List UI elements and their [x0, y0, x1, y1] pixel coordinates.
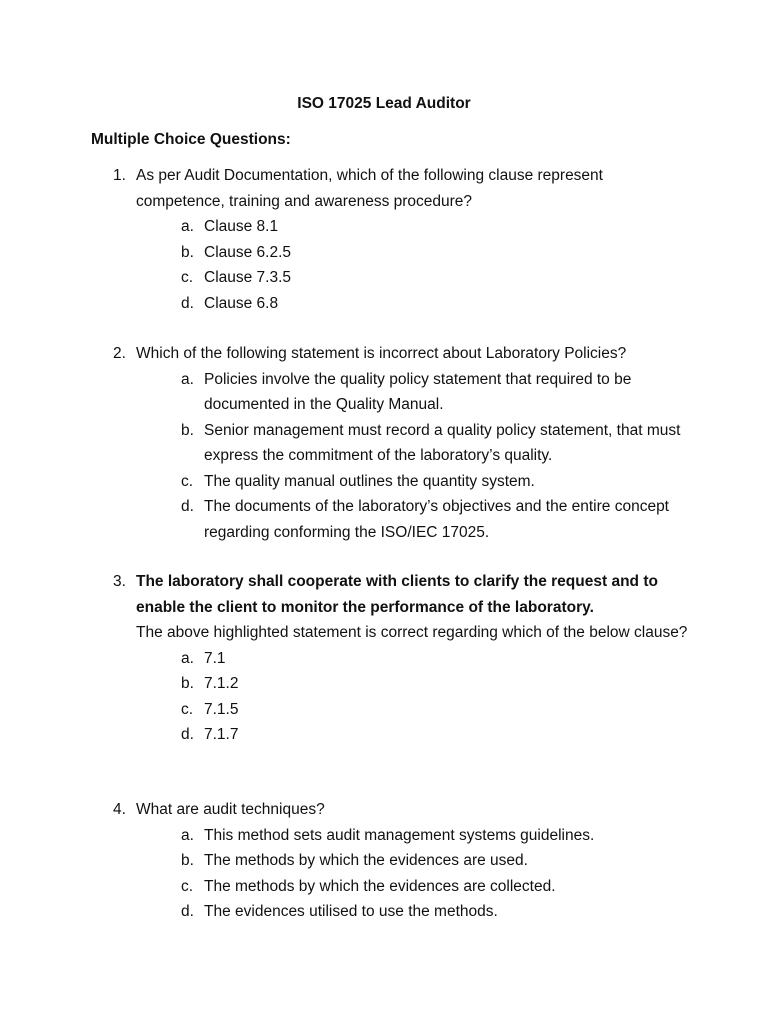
answer-option: [181, 848, 693, 874]
document-title: ISO 17025 Lead Auditor: [297, 95, 471, 112]
option-letter: d.: [181, 294, 194, 312]
option-letter: b.: [181, 675, 194, 692]
question-body: [136, 341, 693, 545]
question-2: [113, 341, 693, 545]
option-text: Clause 6.2.5: [204, 243, 292, 261]
option-letter: d.: [181, 498, 194, 515]
question-body: [136, 569, 693, 748]
question-4: [113, 797, 693, 925]
option-letter: a.: [181, 370, 194, 388]
answer-option: [181, 722, 693, 748]
answer-option: [181, 494, 693, 545]
question-3: [113, 569, 693, 748]
answer-options: [136, 646, 693, 748]
option-text: The methods by which the evidences are used.: [204, 852, 528, 869]
option-letter: a.: [181, 649, 194, 667]
question-body: [136, 163, 693, 316]
section-heading: Multiple Choice Questions:: [91, 131, 291, 148]
answer-options: [136, 823, 693, 925]
answer-options: [136, 367, 693, 546]
option-letter: b.: [181, 421, 194, 439]
answer-options: [136, 214, 693, 316]
option-text: 7.1.5: [204, 700, 239, 718]
option-text: The quality manual outlines the quantity system.: [204, 472, 535, 490]
question-text: As per Audit Documentation, which of the following clause represent competence, training and awareness procedure?: [136, 167, 603, 210]
answer-option: [181, 214, 693, 240]
option-text: The evidences utilised to use the methods.: [204, 903, 498, 920]
answer-option: [181, 265, 693, 291]
option-text: The documents of the laboratory’s objectives and the entire concept regarding conforming the ISO/IEC 17025.: [204, 498, 669, 541]
answer-option: [181, 899, 693, 925]
option-text: 7.1.2: [204, 675, 239, 692]
option-text: Clause 8.1: [204, 218, 279, 235]
answer-option: [181, 646, 693, 672]
answer-option: [181, 291, 693, 317]
answer-option: [181, 469, 693, 495]
option-letter: a.: [181, 826, 194, 844]
option-text: Clause 7.3.5: [204, 269, 292, 286]
answer-option: [181, 671, 693, 697]
option-letter: d.: [181, 726, 194, 743]
highlighted-statement: The laboratory shall cooperate with clients to clarify the request and to enable the client to monitor the performance of the laboratory.: [136, 573, 658, 616]
question-text: The above highlighted statement is correct regarding which of the below clause?: [136, 624, 688, 641]
question-number: 4.: [113, 801, 126, 818]
answer-option: [181, 823, 693, 849]
option-letter: c.: [181, 877, 194, 895]
answer-option: [181, 367, 693, 418]
question-text: What are audit techniques?: [136, 801, 325, 818]
question-body: [136, 797, 693, 925]
option-text: This method sets audit management systems guidelines.: [204, 826, 595, 844]
question-text: Which of the following statement is incorrect about Laboratory Policies?: [136, 345, 627, 362]
question-number: 1.: [113, 167, 126, 184]
option-letter: d.: [181, 903, 194, 920]
question-number: 3.: [113, 573, 126, 590]
answer-option: [181, 418, 693, 469]
answer-option: [181, 874, 693, 900]
option-letter: b.: [181, 243, 194, 261]
option-text: Senior management must record a quality policy statement, that must express the commitment of the laboratory’s quality.: [204, 421, 681, 464]
option-letter: c.: [181, 472, 194, 490]
option-letter: b.: [181, 852, 194, 869]
answer-option: [181, 697, 693, 723]
option-text: The methods by which the evidences are collected.: [204, 877, 556, 895]
answer-option: [181, 240, 693, 266]
option-letter: a.: [181, 218, 194, 235]
option-letter: c.: [181, 700, 194, 718]
question-1: [113, 163, 693, 316]
option-text: 7.1: [204, 649, 226, 667]
option-text: 7.1.7: [204, 726, 239, 743]
option-text: Policies involve the quality policy statement that required to be documented in the Quality Manual.: [204, 370, 632, 413]
option-text: Clause 6.8: [204, 294, 279, 312]
question-number: 2.: [113, 345, 126, 362]
option-letter: c.: [181, 269, 194, 286]
